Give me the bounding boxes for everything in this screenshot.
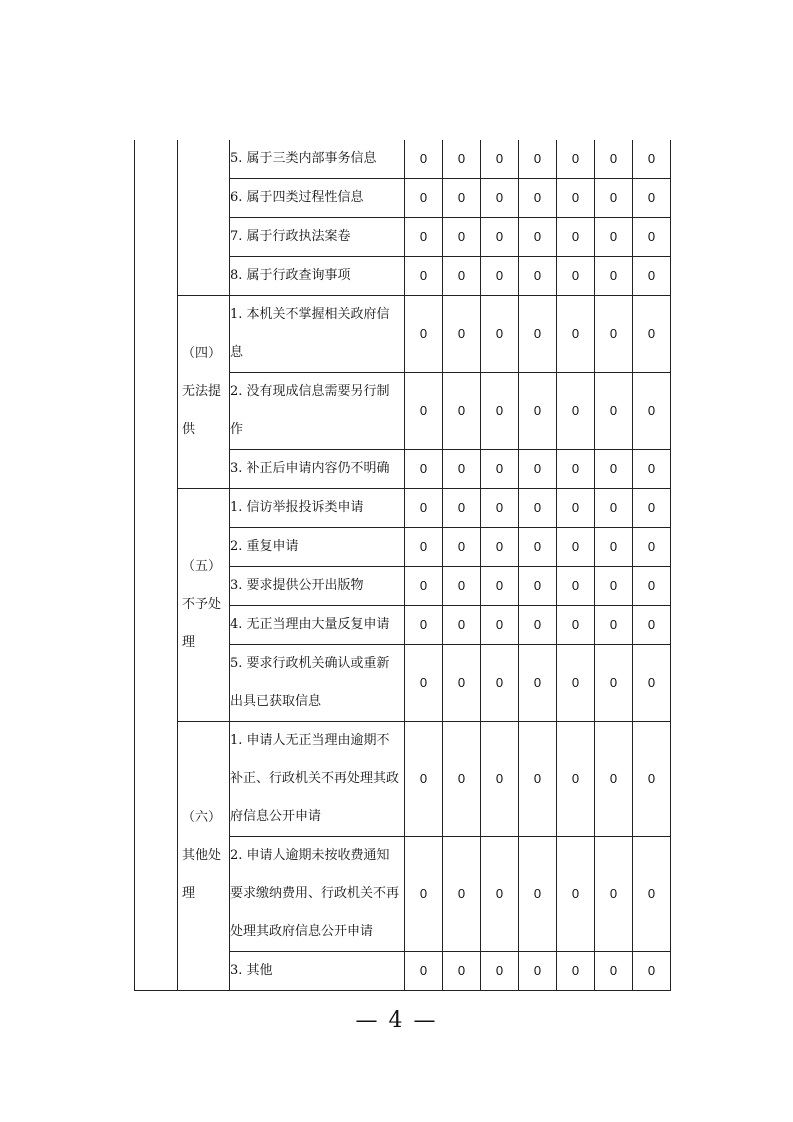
value-cell: 0 [405,528,443,567]
value-cell: 0 [405,450,443,489]
value-cell: 0 [595,606,633,645]
value-cell: 0 [557,373,595,450]
value-cell: 0 [595,722,633,837]
value-cell: 0 [633,179,671,218]
row-label-line: 1. 本机关不掌握相关政府信 [230,307,390,322]
value-cell: 0 [557,645,595,722]
value-cell: 0 [595,450,633,489]
category-cell-cat6 [178,722,230,991]
value-cell: 0 [519,179,557,218]
row-label [230,373,405,450]
value-cell: 0 [443,257,481,296]
value-cell: 0 [633,606,671,645]
value-cell: 0 [481,952,519,991]
value-cell: 0 [481,837,519,952]
value-cell: 0 [405,837,443,952]
table-row [135,296,671,373]
category-label-line: 供 [182,422,196,437]
row-label [230,722,405,837]
row-label-line: 要求缴纳费用、行政机关不再 [230,886,400,901]
category-label-line: （四） [182,346,222,361]
value-cell: 0 [595,140,633,179]
value-cell: 0 [405,952,443,991]
category-label-line: （五） [182,559,222,574]
value-cell: 0 [519,450,557,489]
row-label [230,140,405,179]
value-cell: 0 [481,218,519,257]
category-cell-cat4 [178,296,230,489]
table-row [135,140,671,179]
value-cell: 0 [633,567,671,606]
value-cell: 0 [633,837,671,952]
value-cell: 0 [595,645,633,722]
value-cell: 0 [405,296,443,373]
value-cell: 0 [519,489,557,528]
value-cell: 0 [443,837,481,952]
value-cell: 0 [595,179,633,218]
row-label-line: 6. 属于四类过程性信息 [230,190,364,205]
table-row [135,722,671,837]
value-cell: 0 [405,140,443,179]
value-cell: 0 [405,257,443,296]
row-label-line: 1. 信访举报投诉类申请 [230,500,364,515]
value-cell: 0 [557,179,595,218]
value-cell: 0 [633,257,671,296]
value-cell: 0 [481,722,519,837]
value-cell: 0 [405,179,443,218]
value-cell: 0 [443,450,481,489]
value-cell: 0 [633,450,671,489]
value-cell: 0 [443,722,481,837]
value-cell: 0 [481,296,519,373]
value-cell: 0 [481,373,519,450]
outer-category-cell [135,140,178,991]
row-label-line: 2. 重复申请 [230,539,299,554]
value-cell: 0 [633,952,671,991]
table-row [135,489,671,528]
row-label [230,837,405,952]
value-cell: 0 [481,489,519,528]
value-cell: 0 [443,952,481,991]
value-cell: 0 [595,257,633,296]
row-label-line: 3. 补正后申请内容仍不明确 [230,461,390,476]
row-label-line: 作 [230,422,244,437]
value-cell: 0 [443,373,481,450]
value-cell: 0 [481,528,519,567]
row-label-line: 1. 申请人无正当理由逾期不 [230,733,390,748]
value-cell: 0 [595,528,633,567]
row-label-line: 息 [230,345,244,360]
value-cell: 0 [443,218,481,257]
value-cell: 0 [443,528,481,567]
row-label-line: 府信息公开申请 [230,809,322,824]
value-cell: 0 [519,567,557,606]
row-label-line: 7. 属于行政执法案卷 [230,229,351,244]
category-label-line: 理 [182,886,196,901]
value-cell: 0 [405,218,443,257]
value-cell: 0 [481,140,519,179]
value-cell: 0 [443,489,481,528]
value-cell: 0 [595,567,633,606]
value-cell: 0 [633,218,671,257]
row-label-line: 5. 要求行政机关确认或重新 [230,656,390,671]
value-cell: 0 [405,722,443,837]
row-label-line: 4. 无正当理由大量反复申请 [230,617,390,632]
value-cell: 0 [519,296,557,373]
row-label [230,257,405,296]
value-cell: 0 [633,645,671,722]
row-label-line: 8. 属于行政查询事项 [230,268,351,283]
category-label-line: 其他处 [182,848,222,863]
value-cell: 0 [405,606,443,645]
row-label-line: 5. 属于三类内部事务信息 [230,151,377,166]
row-label [230,645,405,722]
value-cell: 0 [633,140,671,179]
value-cell: 0 [443,140,481,179]
value-cell: 0 [443,296,481,373]
value-cell: 0 [481,606,519,645]
value-cell: 0 [557,257,595,296]
value-cell: 0 [595,373,633,450]
value-cell: 0 [557,528,595,567]
value-cell: 0 [557,489,595,528]
value-cell: 0 [595,218,633,257]
row-label-line: 出具已获取信息 [230,694,322,709]
value-cell: 0 [443,645,481,722]
category-label-line: 不予处 [182,597,222,612]
value-cell: 0 [557,218,595,257]
value-cell: 0 [519,837,557,952]
value-cell: 0 [633,296,671,373]
category-label-line: 无法提 [182,384,222,399]
value-cell: 0 [519,140,557,179]
category-label-line: 理 [182,635,196,650]
value-cell: 0 [557,450,595,489]
row-label [230,489,405,528]
value-cell: 0 [557,952,595,991]
value-cell: 0 [519,257,557,296]
statistics-table [134,140,671,991]
value-cell: 0 [481,567,519,606]
value-cell: 0 [519,606,557,645]
value-cell: 0 [519,952,557,991]
row-label [230,952,405,991]
row-label-line: 3. 要求提供公开出版物 [230,578,364,593]
row-label-line: 3. 其他 [230,963,273,978]
value-cell: 0 [633,722,671,837]
value-cell: 0 [557,722,595,837]
value-cell: 0 [557,606,595,645]
value-cell: 0 [557,296,595,373]
value-cell: 0 [557,567,595,606]
value-cell: 0 [633,373,671,450]
value-cell: 0 [405,567,443,606]
category-label-line: （六） [182,810,222,825]
value-cell: 0 [633,528,671,567]
row-label [230,567,405,606]
row-label [230,179,405,218]
value-cell: 0 [595,296,633,373]
row-label [230,528,405,567]
value-cell: 0 [595,489,633,528]
value-cell: 0 [481,179,519,218]
row-label-line: 处理其政府信息公开申请 [230,924,374,939]
page-number: — 4 — [355,1008,438,1033]
value-cell: 0 [633,489,671,528]
row-label-line: 2. 没有现成信息需要另行制 [230,384,390,399]
row-label [230,296,405,373]
value-cell: 0 [557,140,595,179]
value-cell: 0 [519,373,557,450]
value-cell: 0 [519,645,557,722]
value-cell: 0 [405,373,443,450]
value-cell: 0 [481,450,519,489]
row-label [230,218,405,257]
value-cell: 0 [519,218,557,257]
value-cell: 0 [519,722,557,837]
value-cell: 0 [481,257,519,296]
category-cell-cat5 [178,489,230,722]
value-cell: 0 [595,952,633,991]
value-cell: 0 [443,606,481,645]
value-cell: 0 [443,179,481,218]
value-cell: 0 [405,645,443,722]
value-cell: 0 [443,567,481,606]
row-label [230,606,405,645]
row-label [230,450,405,489]
row-label-line: 补正、行政机关不再处理其政 [230,771,400,786]
value-cell: 0 [557,837,595,952]
value-cell: 0 [405,489,443,528]
row-label-line: 2. 申请人逾期未按收费通知 [230,848,390,863]
value-cell: 0 [595,837,633,952]
value-cell: 0 [481,645,519,722]
category-cell-continued [178,140,230,296]
value-cell: 0 [519,528,557,567]
